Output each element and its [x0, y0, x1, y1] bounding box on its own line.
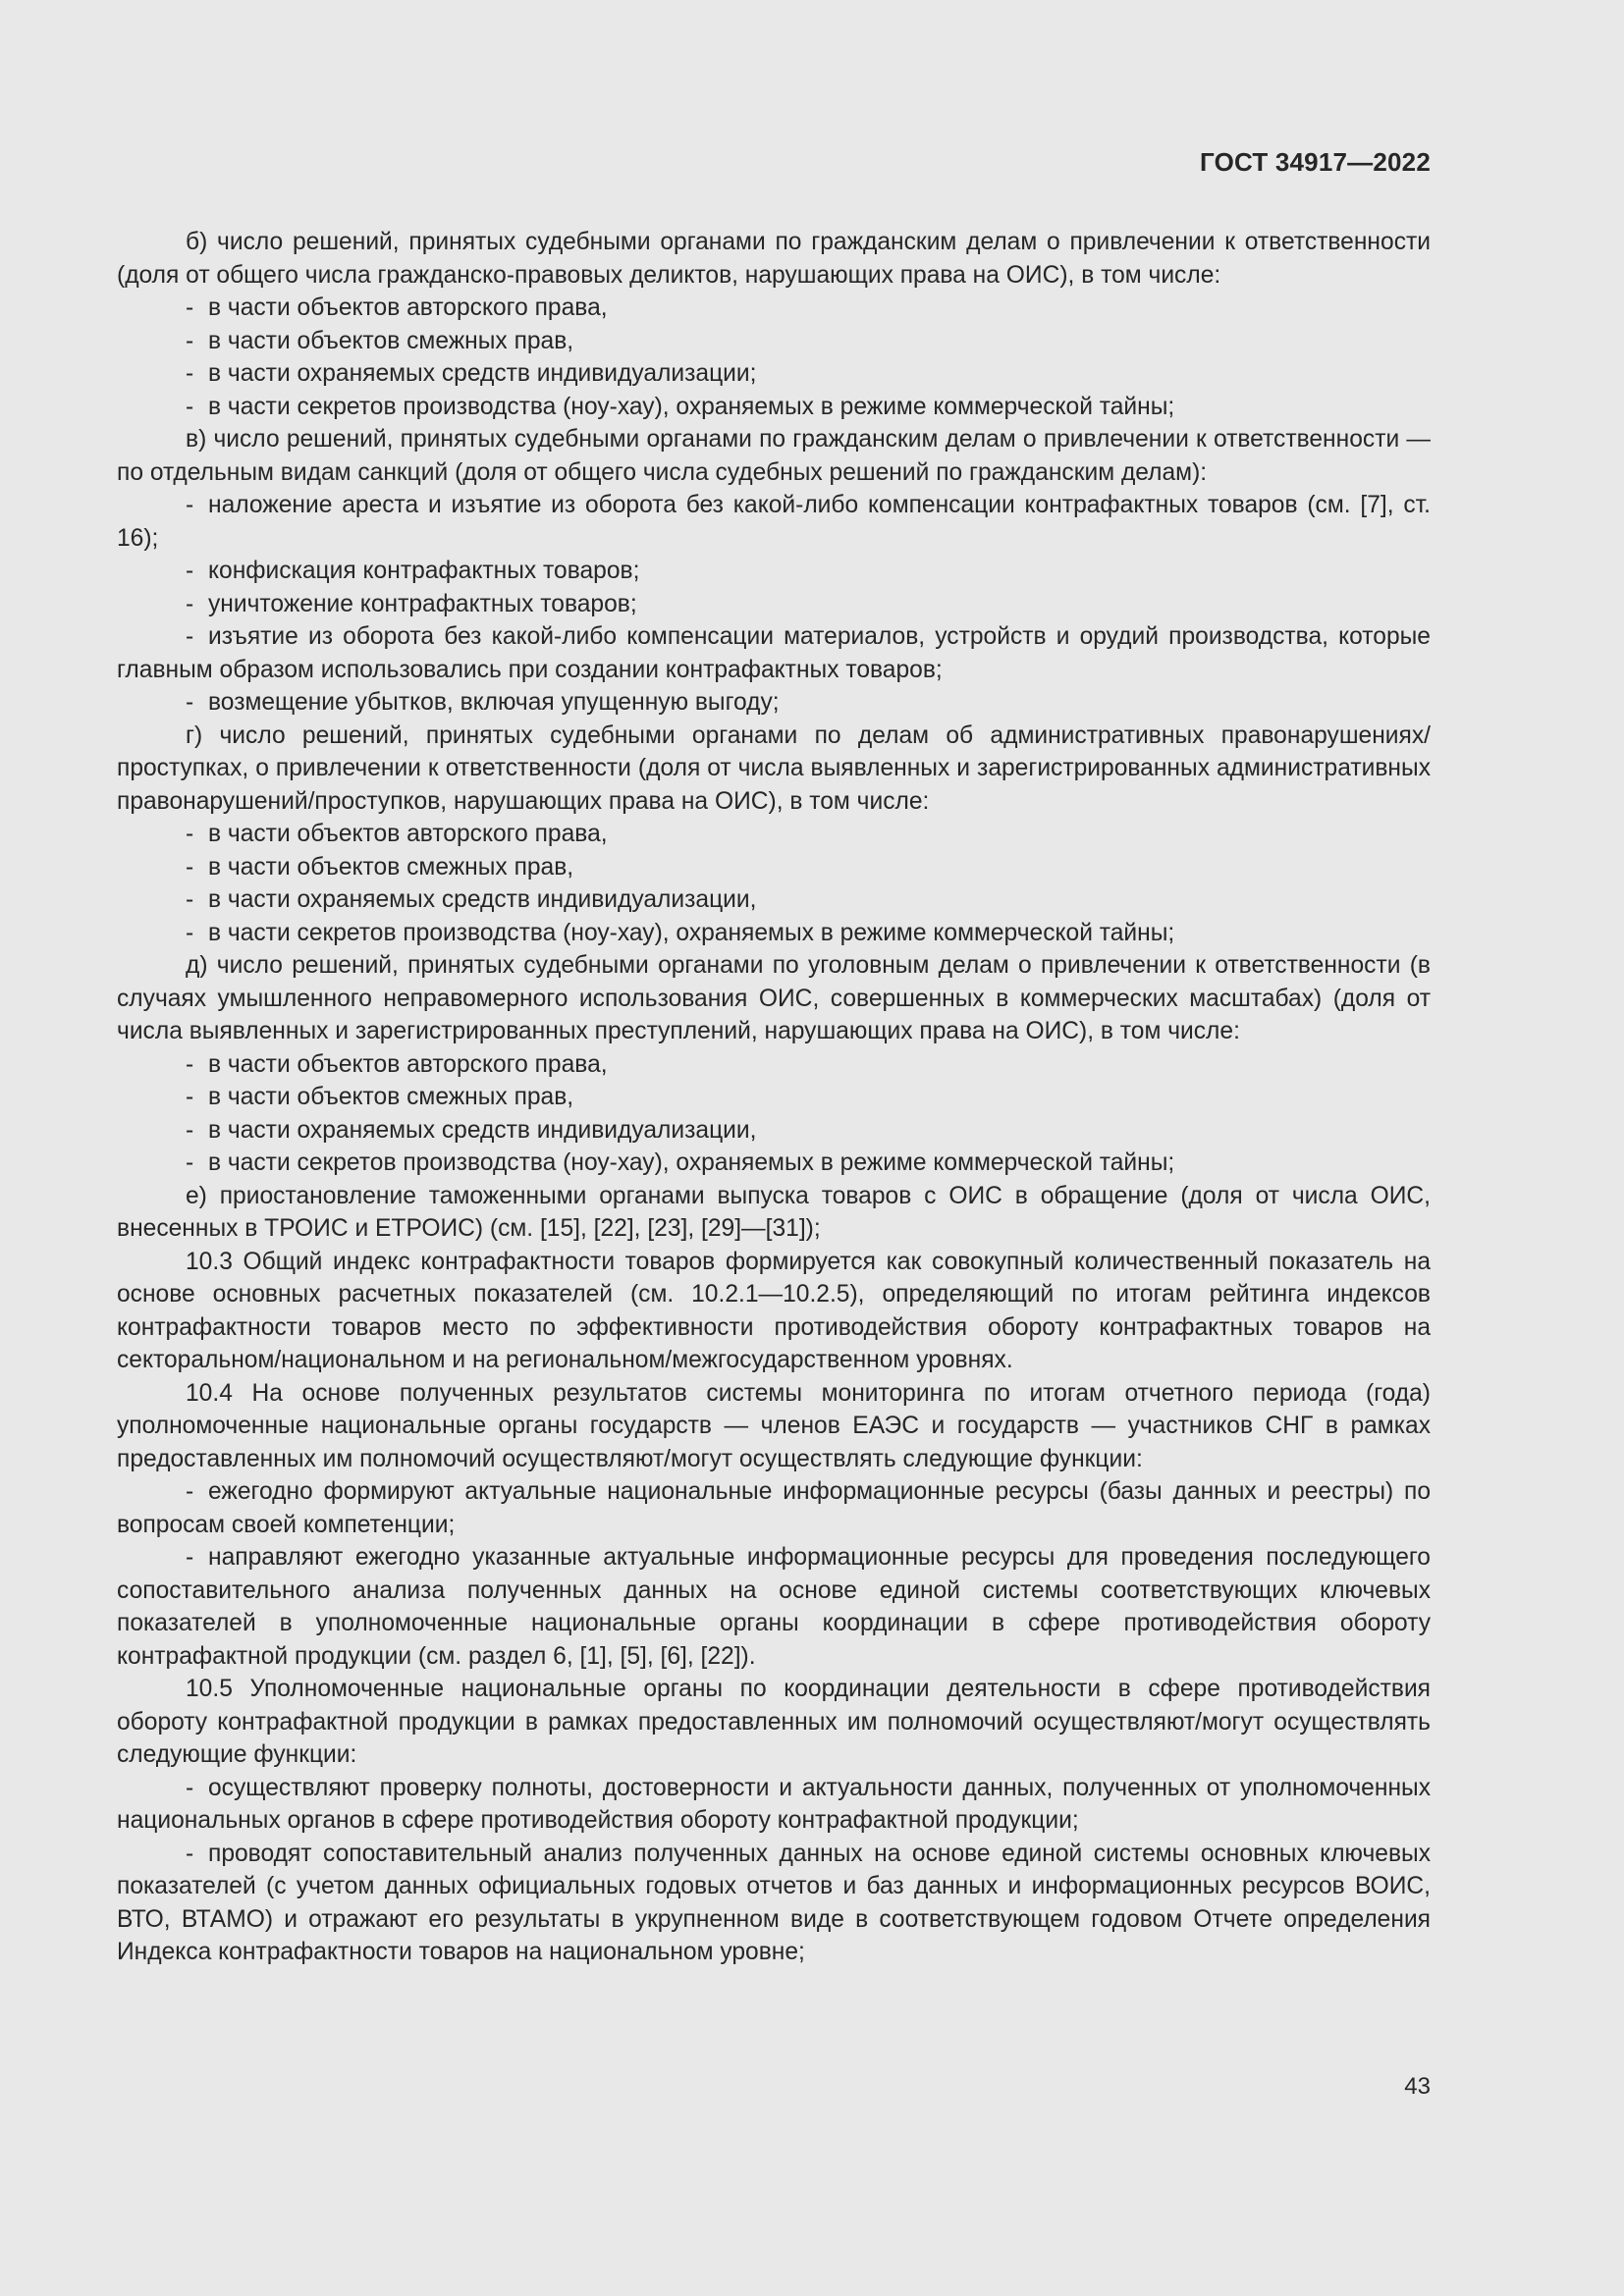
bullet-dash: - — [186, 492, 194, 518]
list-item-text: ежегодно формируют актуальные национальные информационные ресурсы (базы данных и реестры) по вопросам своей компетенции; — [117, 1478, 1431, 1538]
bullet-dash: - — [186, 393, 194, 420]
paragraph: в) число решений, принятых судебными органами по гражданским делам о привлечении к ответственности — по отдельным видам санкций (доля от общего числа судебных решений по гражданским делам): — [117, 426, 1431, 486]
list-item — [117, 620, 1431, 686]
paragraph: д) число решений, принятых судебными органами по уголовным делам о привлечении к ответственности (в случаях умышленного неправомерного использования ОИС, совершенных в коммерческих масштабах) (доля от числа выявленных и зарегистрированных преступлений, нарушающих права на ОИС), в том числе: — [117, 952, 1431, 1044]
list-item — [117, 1772, 1431, 1838]
bullet-dash: - — [186, 1084, 194, 1110]
bullet-dash: - — [186, 558, 194, 584]
list-item — [117, 292, 1431, 325]
bullet-dash: - — [186, 919, 194, 946]
paragraph: г) число решений, принятых судебными органами по делам об административных правонарушениях/проступках, о привлечении к ответственности (доля от числа выявленных и зарегистрированных административных правонарушений/проступков, нарушающих права на ОИС), в том числе: — [117, 721, 1431, 815]
list-item-text: конфискация контрафактных товаров; — [208, 558, 640, 584]
bullet-dash: - — [186, 886, 194, 913]
list-item-text: осуществляют проверку полноты, достоверности и актуальности данных, полученных от уполномоченных национальных органов в сфере противодействия обороту контрафактной продукции; — [117, 1774, 1431, 1834]
list-item — [117, 917, 1431, 950]
bullet-dash: - — [186, 1116, 194, 1144]
list-item — [117, 1838, 1431, 1969]
list-item-text: уничтожение контрафактных товаров; — [208, 590, 637, 617]
bullet-dash: - — [186, 1478, 194, 1505]
paragraph: 10.5 Уполномоченные национальные органы по координации деятельности в сфере противодействия обороту контрафактной продукции в рамках предоставленных им полномочий осуществляют/могут осуществлять следующие функции: — [117, 1676, 1431, 1768]
list-item — [117, 1541, 1431, 1673]
list-item — [117, 883, 1431, 917]
list-item-text: в части охраняемых средств индивидуализации; — [208, 360, 757, 387]
list-item-text: возмещение убытков, включая упущенную выгоду; — [208, 689, 780, 716]
list-item — [117, 1081, 1431, 1114]
page-number: 43 — [1404, 2073, 1431, 2100]
list-item — [117, 588, 1431, 621]
list-item-text: в части объектов смежных прав, — [208, 327, 574, 354]
list-item-text: наложение ареста и изъятие из оборота без какой-либо компенсации контрафактных товаров (см. [7], ст. 16); — [117, 492, 1431, 552]
list-item-text: в части объектов смежных прав, — [208, 853, 574, 881]
list-item — [117, 489, 1431, 555]
list-item-text: в части объектов авторского права, — [208, 821, 608, 847]
bullet-dash: - — [186, 1050, 194, 1078]
list-item — [117, 851, 1431, 884]
bullet-dash: - — [186, 1840, 194, 1867]
list-item — [117, 818, 1431, 851]
document-body — [117, 226, 1431, 1969]
list-item-text: в части объектов смежных прав, — [208, 1084, 574, 1110]
bullet-dash: - — [186, 623, 194, 650]
paragraph: 10.3 Общий индекс контрафактности товаров формируется как совокупный количественный показатель на основе основных расчетных показателей (см. 10.2.1—10.2.5), определяющий по итогам рейтинга индексов контрафактности товаров место по эффективности противодействия обороту контрафактных товаров на секторальном/национальном и на региональном/межгосударственном уровнях. — [117, 1248, 1431, 1373]
list-item-text: проводят сопоставительный анализ полученных данных на основе единой системы основных ключевых показателей (с учетом данных официальных годовых отчетов и баз данных и информационных ресурсов ВОИС, ВТО, ВТАМО) и отражают его результаты в укрупненном виде в соответствующем годовом Отчете определения Индекса контрафактности товаров на национальном уровне; — [117, 1840, 1431, 1965]
bullet-dash: - — [186, 327, 194, 354]
list-item-text: в части секретов производства (ноу-хау), охраняемых в режиме коммерческой тайны; — [208, 393, 1175, 420]
paragraph: б) число решений, принятых судебными органами по гражданским делам о привлечении к ответственности (доля от общего числа гражданско-правовых деликтов, нарушающих права на ОИС), в том числе: — [117, 229, 1431, 289]
bullet-dash: - — [186, 590, 194, 617]
list-item-text: в части охраняемых средств индивидуализации, — [208, 886, 757, 913]
list-item — [117, 1475, 1431, 1541]
list-item — [117, 325, 1431, 358]
list-item — [117, 1048, 1431, 1082]
bullet-dash: - — [186, 821, 194, 847]
bullet-dash: - — [186, 1774, 194, 1801]
list-item — [117, 357, 1431, 391]
list-item-text: в части секретов производства (ноу-хау), охраняемых в режиме коммерческой тайны; — [208, 1149, 1175, 1176]
list-item-text: в части секретов производства (ноу-хау), охраняемых в режиме коммерческой тайны; — [208, 919, 1175, 946]
list-item — [117, 686, 1431, 720]
list-item — [117, 555, 1431, 588]
list-item-text: в части объектов авторского права, — [208, 294, 608, 321]
paragraph: е) приостановление таможенными органами выпуска товаров с ОИС в обращение (доля от числа ОИС, внесенных в ТРОИС и ЕТРОИС) (см. [15], [22], [23], [29]—[31]); — [117, 1182, 1431, 1242]
list-item — [117, 1147, 1431, 1180]
list-item — [117, 1114, 1431, 1148]
bullet-dash: - — [186, 360, 194, 387]
bullet-dash: - — [186, 1544, 194, 1571]
bullet-dash: - — [186, 1149, 194, 1176]
list-item-text: изъятие из оборота без какой-либо компенсации материалов, устройств и орудий производства, которые главным образом использовались при создании контрафактных товаров; — [117, 623, 1431, 683]
bullet-dash: - — [186, 689, 194, 716]
list-item — [117, 391, 1431, 424]
paragraph: 10.4 На основе полученных результатов системы мониторинга по итогам отчетного периода (года) уполномоченные национальные органы государств — членов ЕАЭС и государств — участников СНГ в рамках предоставленных им полномочий осуществляют/могут осуществлять следующие функции: — [117, 1379, 1431, 1472]
list-item-text: в части объектов авторского права, — [208, 1050, 608, 1078]
bullet-dash: - — [186, 294, 194, 321]
list-item-text: направляют ежегодно указанные актуальные информационные ресурсы для проведения последующего сопоставительного анализа полученных данных на основе единой системы соответствующих ключевых показателей в уполномоченные национальные органы координации в сфере противодействия обороту контрафактной продукции (см. раздел 6, [1], [5], [6], [22]). — [117, 1544, 1431, 1670]
list-item-text: в части охраняемых средств индивидуализации, — [208, 1116, 757, 1144]
document-code-header: ГОСТ 34917—2022 — [1200, 147, 1431, 177]
bullet-dash: - — [186, 853, 194, 881]
